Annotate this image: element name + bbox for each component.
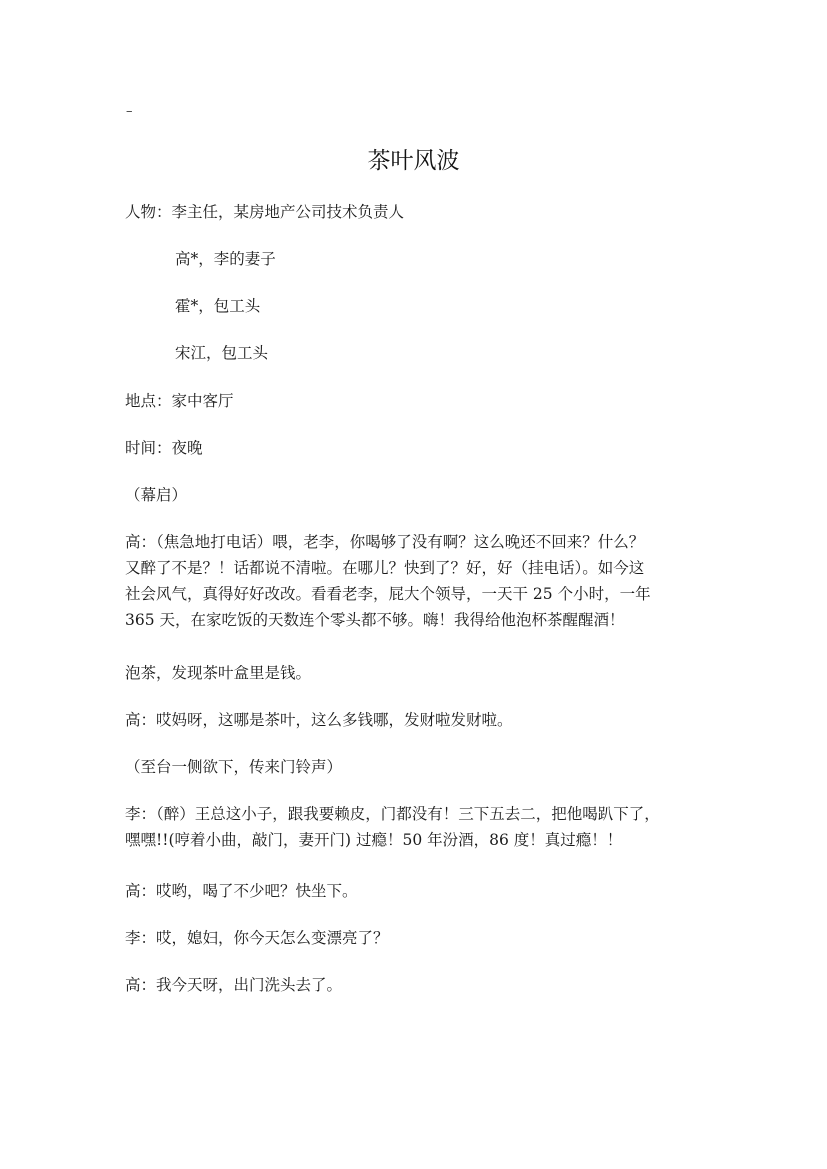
action-line-2: （至台一侧欲下，传来门铃声） <box>125 758 343 776</box>
place-line: 地点：家中客厅 <box>125 392 234 410</box>
characters-line-3: 霍*，包工头 <box>175 297 261 315</box>
speech-line-4: 高：哎哟，喝了不少吧？快坐下。 <box>125 882 358 900</box>
speech-3-line-2: 嘿嘿!!(哼着小曲，敲门，妻开门) 过瘾！50 年汾酒，86 度！真过瘾！！ <box>125 831 623 849</box>
speech-1-line-3: 社会风气，真得好好改改。看看老李，屁大个领导，一天干 25 个小时，一年 <box>125 585 651 603</box>
header-mark: – <box>126 104 133 119</box>
page-title: 茶叶风波 <box>367 148 460 174</box>
speech-line-2: 高：哎妈呀，这哪是茶叶，这么多钱哪，发财啦发财啦。 <box>125 711 513 729</box>
curtain-line: （幕启） <box>125 486 188 504</box>
speech-3-line-1: 李：（醉）王总这小子，跟我要赖皮，门都没有！三下五去二，把他喝趴下了， <box>125 805 660 823</box>
speech-1-line-1: 高：（焦急地打电话）喂，老李，你喝够了没有啊？这么晚还不回来？什么？ <box>125 533 645 551</box>
speech-1-line-2: 又醉了不是？！话都说不清啦。在哪儿？快到了？好，好（挂电话）。如今这 <box>125 559 645 577</box>
characters-line-2: 高*，李的妻子 <box>175 250 276 268</box>
speech-line-5: 李：哎，媳妇，你今天怎么变漂亮了？ <box>125 929 389 947</box>
speech-paragraph-1 <box>125 529 705 633</box>
speech-line-6: 高：我今天呀，出门洗头去了。 <box>125 976 343 994</box>
action-line-1: 泡茶，发现茶叶盒里是钱。 <box>125 664 312 682</box>
characters-line-4: 宋江，包工头 <box>175 344 269 362</box>
characters-line-1: 人物：李主任，某房地产公司技术负责人 <box>125 203 405 221</box>
time-line: 时间：夜晚 <box>125 439 203 457</box>
speech-paragraph-3 <box>125 801 705 853</box>
speech-1-line-4: 365 天，在家吃饭的天数连个零头都不够。嗨！我得给他泡杯茶醒醒酒！ <box>125 611 625 629</box>
